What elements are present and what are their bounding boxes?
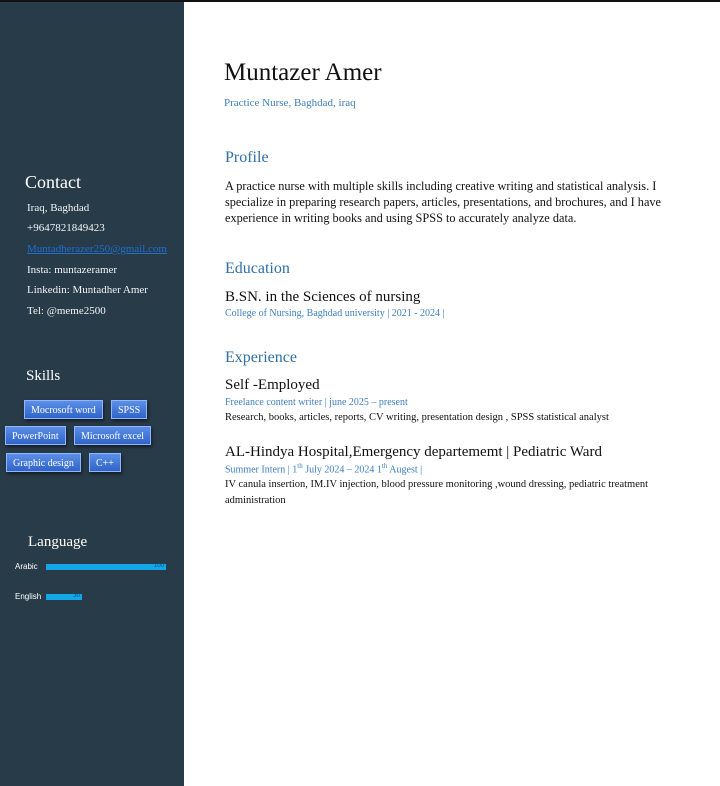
contact-location: Iraq, Baghdad <box>27 202 90 214</box>
job-title: AL-Hindya Hospital,Emergency departememt | Pediatric Ward <box>225 444 602 460</box>
language-bar-arabic <box>46 564 166 570</box>
language-value: 100 <box>153 563 164 569</box>
profile-heading: Profile <box>225 149 269 166</box>
job-description: Research, books, articles, reports, CV writing, presentation design , SPSS statistical analyst <box>225 412 609 423</box>
language-fill <box>46 564 166 570</box>
language-value: 30 <box>73 593 80 599</box>
education-meta: College of Nursing, Baghdad university | 2021 - 2024 | <box>225 308 445 319</box>
job-description: IV canula insertion, IM.IV injection, blood pressure monitoring ,wound dressing, pediatric treatment administration <box>225 479 649 506</box>
job-meta-sup: th <box>297 462 303 470</box>
language-bar-english <box>46 594 166 600</box>
sidebar <box>0 2 184 786</box>
skill-badge-cpp: C++ <box>89 453 121 472</box>
education-degree: B.SN. in the Sciences of nursing <box>225 289 421 305</box>
job-meta-suffix: Augest | <box>387 464 423 476</box>
job-meta-prefix: Summer Intern | 1 <box>225 464 298 476</box>
job-meta: Freelance content writer | june 2025 – present <box>225 397 408 408</box>
contact-title: Contact <box>25 172 81 192</box>
experience-heading: Experience <box>225 349 297 366</box>
skill-badge-excel: Microsoft excel <box>74 426 151 445</box>
resume-subtitle: Practice Nurse, Baghdad, iraq <box>224 97 356 109</box>
job-title: Self -Employed <box>225 377 320 393</box>
skill-badge-powerpoint: PowerPoint <box>5 426 66 445</box>
contact-linkedin: Linkedin: Muntadher Amer <box>27 284 148 296</box>
job-meta <box>225 462 422 475</box>
skills-title: Skills <box>26 368 61 384</box>
education-heading: Education <box>225 260 290 277</box>
profile-text: A practice nurse with multiple skills including creative writing and statistical analysis. I specialize in preparing research papers, articles, presentations, and brochures, and I have experience in writing books and using SPSS to accurately analyze data. <box>225 179 662 225</box>
job-meta-sup: th <box>381 462 388 470</box>
resume-name: Muntazer Amer <box>224 59 382 86</box>
language-fill <box>46 594 82 600</box>
skill-badge-graphic-design: Graphic design <box>6 453 81 472</box>
skill-badge-spss: SPSS <box>111 400 147 419</box>
contact-email-link[interactable]: Muntadherazer250@gmail.com <box>27 243 167 255</box>
contact-insta: Insta: muntazeramer <box>27 264 118 276</box>
skill-badge-word: Mocrosoft word <box>24 400 103 419</box>
language-label-english: English <box>15 592 42 601</box>
language-label-arabic: Arabic <box>15 562 38 571</box>
contact-phone: +9647821849423 <box>27 222 105 234</box>
contact-tel: Tel: @meme2500 <box>27 305 106 317</box>
job-meta-mid: July 2024 – 2024 1 <box>302 464 382 476</box>
language-title: Language <box>28 534 88 550</box>
